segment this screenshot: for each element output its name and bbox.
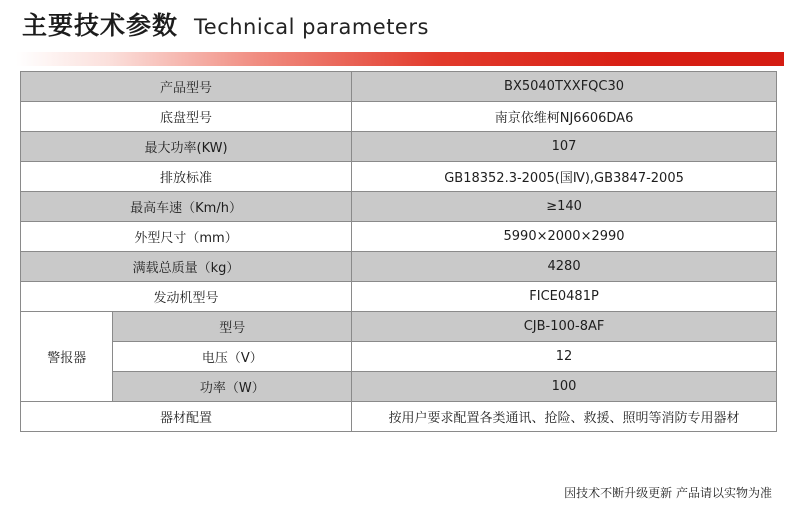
table-row — [21, 192, 777, 222]
row-label: 排放标准 — [21, 162, 352, 192]
table-row — [21, 132, 777, 162]
table-row — [21, 402, 777, 432]
row-label: 外型尺寸（mm） — [21, 222, 352, 252]
footer-note: 因技术不断升级更新 产品请以实物为准 — [564, 486, 772, 500]
table-row — [21, 252, 777, 282]
row-value: GB18352.3-2005(国Ⅳ),GB3847-2005 — [352, 162, 777, 192]
row-value: ≥140 — [352, 192, 777, 222]
row-value: CJB-100-8AF — [352, 312, 777, 342]
parameters-table — [20, 71, 777, 432]
row-label: 最高车速（Km/h） — [21, 192, 352, 222]
table-row — [21, 162, 777, 192]
table-row — [21, 102, 777, 132]
row-label: 最大功率(KW) — [21, 132, 352, 162]
page-title-cn: 主要技术参数 — [22, 11, 179, 40]
row-value: 107 — [352, 132, 777, 162]
row-label: 器材配置 — [21, 402, 352, 432]
table-row — [21, 72, 777, 102]
header-divider-bar — [16, 52, 784, 66]
table-row — [21, 342, 777, 372]
row-label: 功率（W） — [113, 372, 352, 402]
row-value: FICE0481P — [352, 282, 777, 312]
row-value: 12 — [352, 342, 777, 372]
table-row — [21, 282, 777, 312]
row-value: 南京依维柯NJ6606DA6 — [352, 102, 777, 132]
row-value: 按用户要求配置各类通讯、抢险、救援、照明等消防专用器材 — [352, 402, 777, 432]
alarm-group-label: 警报器 — [21, 312, 113, 402]
row-label: 满载总质量（kg） — [21, 252, 352, 282]
row-value: 4280 — [352, 252, 777, 282]
row-label: 产品型号 — [21, 72, 352, 102]
row-label: 电压（V） — [113, 342, 352, 372]
row-label: 发动机型号 — [21, 282, 352, 312]
row-label: 型号 — [113, 312, 352, 342]
page-title-en: Technical parameters — [194, 15, 429, 39]
row-value: BX5040TXXFQC30 — [352, 72, 777, 102]
row-value: 5990×2000×2990 — [352, 222, 777, 252]
table-row — [21, 312, 777, 342]
page-header — [22, 6, 429, 42]
row-value: 100 — [352, 372, 777, 402]
table-row — [21, 222, 777, 252]
row-label: 底盘型号 — [21, 102, 352, 132]
table-row — [21, 372, 777, 402]
